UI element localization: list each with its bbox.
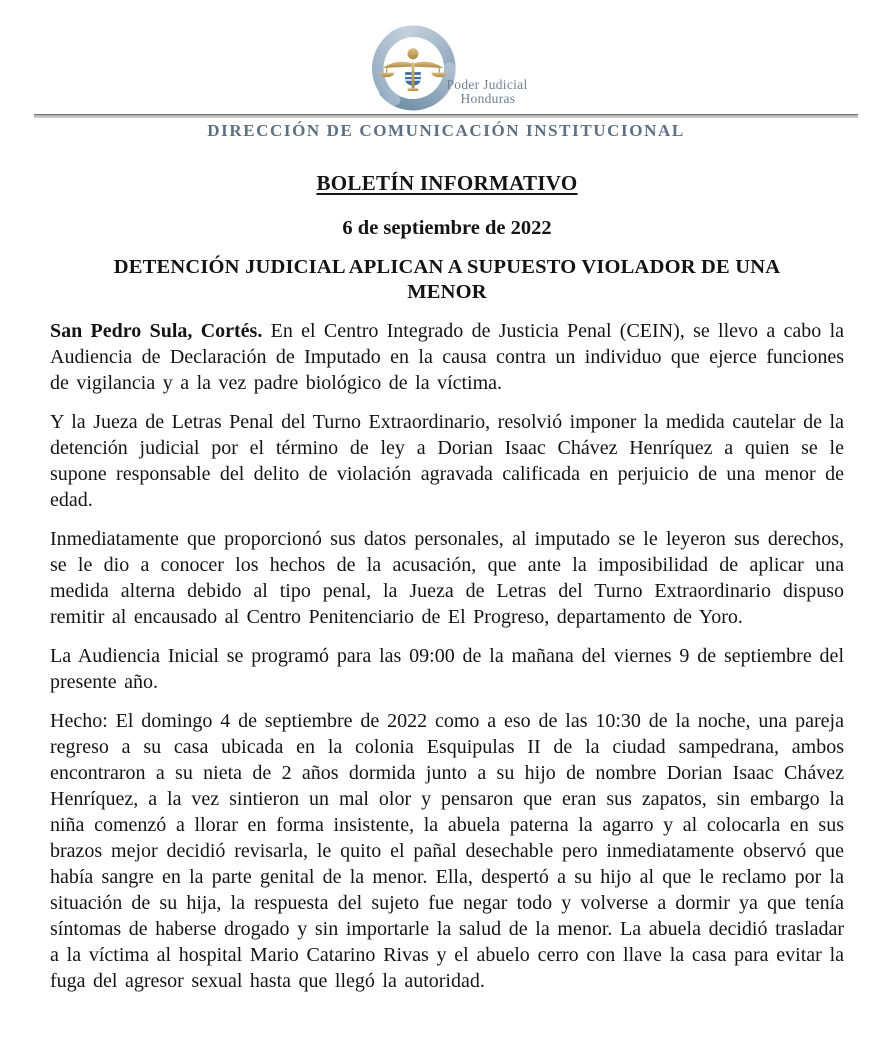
- department-banner: DIRECCIÓN DE COMUNICACIÓN INSTITUCIONAL: [207, 121, 685, 140]
- bulletin-title: BOLETÍN INFORMATIVO: [316, 171, 578, 195]
- dateline: San Pedro Sula, Cortés.: [50, 320, 263, 342]
- logo-org-line1: Poder Judicial: [446, 77, 528, 92]
- headline-line-1: DETENCIÓN JUDICIAL APLICAN A SUPUESTO VIOLADOR DE UNA: [113, 256, 781, 278]
- bulletin-headline: [50, 255, 844, 305]
- paragraph-1-text: En el Centro Integrado de Justicia Penal (CEIN), se llevo a cabo la Audiencia de Declaración de Imputado en la causa contra un individuo que ejerce funciones de vigilancia y a la vez padre biológico de la víctima.: [50, 320, 845, 394]
- logo-org-line2: Honduras: [460, 91, 516, 107]
- bulletin-body: [0, 171, 892, 994]
- headline-line-2: MENOR: [407, 281, 487, 303]
- logo: [0, 22, 892, 114]
- paragraph-5: Hecho: El domingo 4 de septiembre de 2022 como a eso de las 10:30 de la noche, una pareja regreso a su casa ubicada en la colonia Esquipulas II de la ciudad sampedrana, ambos encontraron a su nieta de 2 años dormida junto a su hijo de nombre Dorian Isaac Chávez Henríquez, a la vez sintieron un mal olor y pensaron que eran sus zapatos, sin embargo la niña comenzó a llorar en forma insistente, la abuela paterna la agarro y al colocarla en sus brazos mejor decidió revisarla, le quito el pañal desechable pero inmediatamente observó que había sangre en la parte genital de la menor. Ella, despertó a su hijo al que le reclamo por la situación de su hija, la respuesta del sujeto fue negar todo y volverse a dormir ya que tenía síntomas de haberse drogado y sin importarle la salud de la menor. La abuela decidió trasladar a la víctima al hospital Mario Catarino Rivas y el abuelo cerro con llave la casa para evitar la fuga del agresor sexual hasta que llegó la autoridad.: [50, 710, 844, 992]
- paragraph-4: La Audiencia Inicial se programó para las 09:00 de la mañana del viernes 9 de septiembre del presente año.: [50, 645, 844, 693]
- header: [0, 0, 892, 141]
- logo-text: [446, 78, 527, 106]
- bulletin-date: 6 de septiembre de 2022: [342, 217, 552, 239]
- paragraph-3: Inmediatamente que proporcionó sus datos personales, al imputado se le leyeron sus derechos, se le dio a conocer los hechos de la acusación, que ante la imposibilidad de aplicar una medida alterna debido al tipo penal, la Jueza de Letras del Turno Extraordinario dispuso remitir al encausado al Centro Penitenciario de El Progreso, departamento de Yoro.: [50, 528, 844, 628]
- paragraph-2: Y la Jueza de Letras Penal del Turno Extraordinario, resolvió imponer la medida cautelar de la detención judicial por el término de ley a Dorian Isaac Chávez Henríquez a quien se le supone responsable del delito de violación agravada calificada en perjuicio de una menor de edad.: [50, 411, 844, 511]
- header-rule: [34, 114, 858, 119]
- paragraph-1: [50, 318, 844, 396]
